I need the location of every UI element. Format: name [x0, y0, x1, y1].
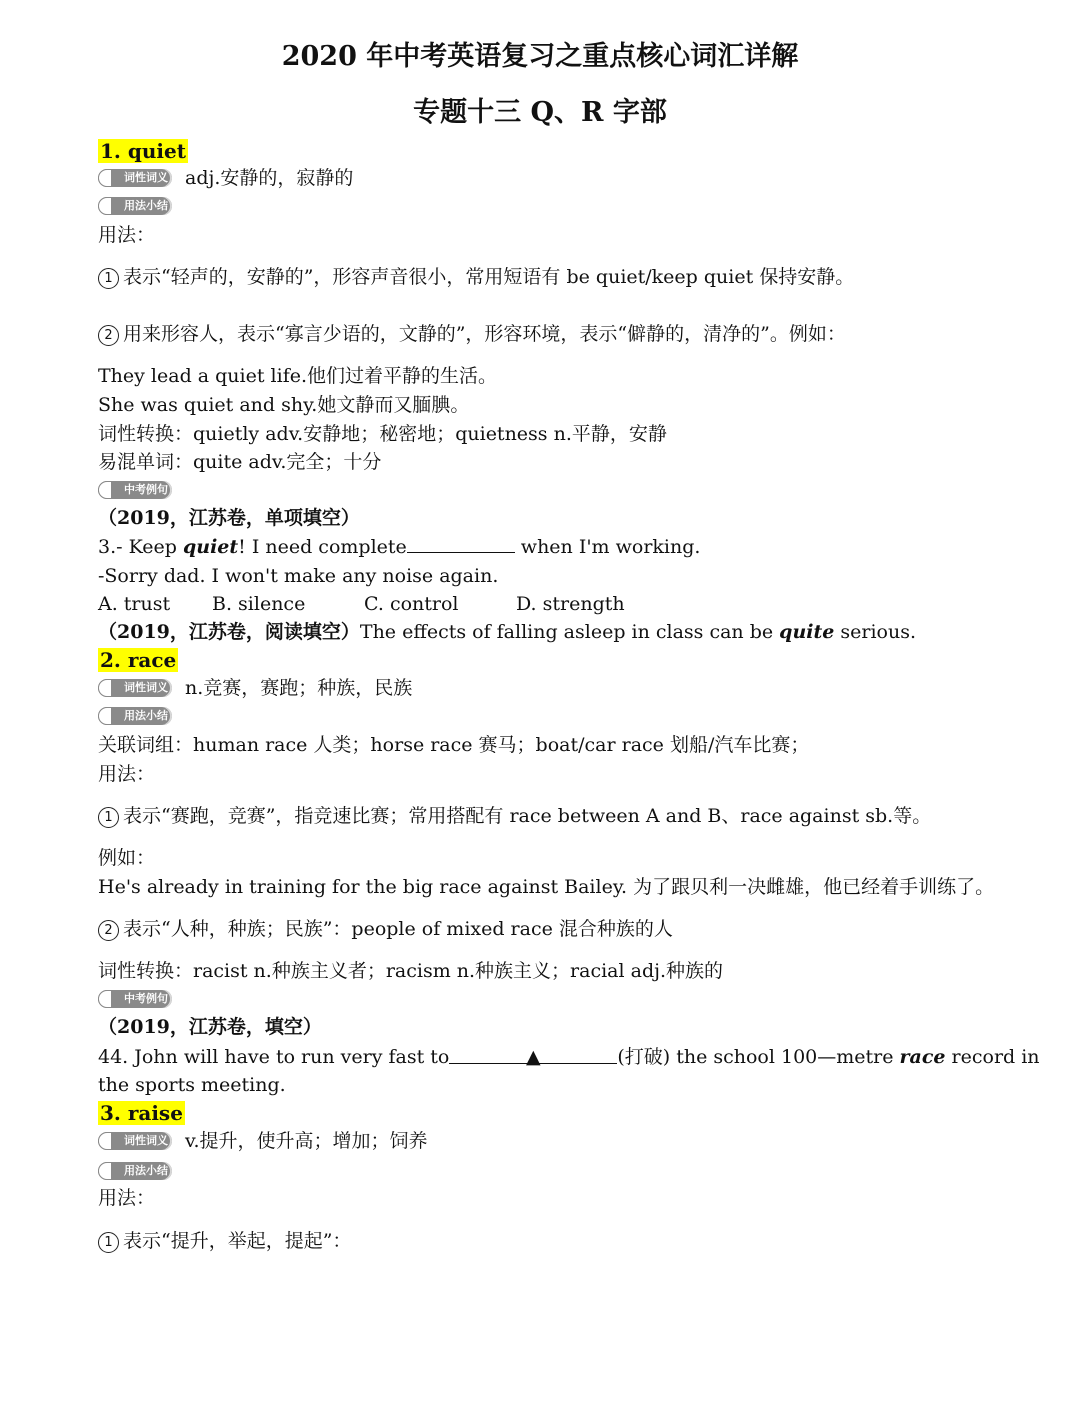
exam-reading-fill: （2019，江苏卷，阅读填空）The effects of falling asleep in class can be quite serious.	[98, 621, 917, 643]
pos-meaning-tag: 词性词义	[98, 1132, 172, 1150]
example-sentence: They lead a quiet life.他们过着平静的生活。	[98, 365, 498, 387]
page-title: 2020 年中考英语复习之重点核心词汇详解	[281, 41, 799, 72]
definition-quiet: adj.安静的，寂静的	[185, 167, 354, 189]
usage-label: 用法：	[98, 763, 156, 785]
definition-raise: v.提升，使升高；增加；饲养	[185, 1130, 428, 1152]
option-b: B. silence	[212, 593, 306, 615]
circled-number-icon: 1	[98, 1232, 119, 1253]
exam-question: 3.- Keep quiet! I need complete when I'm working.	[98, 536, 701, 558]
exam-source: （2019，江苏卷，填空）	[98, 1016, 322, 1038]
option-c: C. control	[364, 593, 459, 615]
usage-item-1: 1 表示“轻声的，安静的”，形容声音很小，常用短语有 be quiet/keep quiet 保持安静。	[98, 265, 854, 289]
word-conversion: 词性转换：quietly adv.安静地；秘密地；quietness n.平静，安静	[98, 423, 667, 445]
answer-options	[98, 592, 625, 616]
usage-item-1: 1 表示“提升，举起，提起”：	[98, 1229, 351, 1253]
usage-label: 用法：	[98, 224, 156, 246]
circled-number-icon: 2	[98, 920, 119, 941]
usage-item-2: 2 用来形容人，表示“寡言少语的，文静的”，形容环境，表示“僻静的，清净的”。例如：	[98, 322, 846, 346]
example-sentence: He's already in training for the big race against Bailey. 为了跟贝利一决雌雄，他已经着手训练了。	[98, 876, 995, 898]
example-sentence: She was quiet and shy.她文静而又腼腆。	[98, 394, 470, 416]
usage-summary-tag: 用法小结	[98, 197, 172, 215]
exam-example-tag: 中考例句	[98, 990, 172, 1008]
triangle-marker-icon: ▲	[526, 1046, 541, 1068]
usage-label: 用法：	[98, 1187, 156, 1209]
usage-item-1: 1 表示“赛跑，竞赛”，指竞速比赛；常用搭配有 race between A and B、race against sb.等。	[98, 804, 931, 828]
exam-example-tag: 中考例句	[98, 481, 172, 499]
word-conversion: 词性转换：racist n.种族主义者；racism n.种族主义；racial adj.种族的	[98, 960, 724, 982]
circled-number-icon: 1	[98, 268, 119, 289]
answer-blank	[449, 1045, 617, 1068]
exam-reply: -Sorry dad. I won't make any noise again.	[98, 565, 499, 587]
circled-number-icon: 2	[98, 325, 119, 346]
usage-summary-tag: 用法小结	[98, 1162, 172, 1180]
circled-number-icon: 1	[98, 807, 119, 828]
page-subtitle: 专题十三 Q、R 字部	[413, 97, 667, 128]
example-label: 例如：	[98, 847, 156, 869]
entry-heading-quiet: 1. quiet	[100, 139, 186, 163]
answer-blank	[407, 536, 515, 553]
confusable-word: 易混单词：quite adv.完全；十分	[98, 451, 382, 473]
related-phrases: 关联词组：human race 人类；horse race 赛马；boat/car race 划船/汽车比赛；	[98, 734, 810, 756]
pos-meaning-tag: 词性词义	[98, 679, 172, 697]
exam-question-cont: the sports meeting.	[98, 1074, 286, 1096]
definition-race: n.竞赛，赛跑；种族，民族	[185, 677, 413, 699]
exam-question: 44. John will have to run very fast to ▲ (打破) the school 100—metre race record in	[98, 1046, 1040, 1068]
option-d: D. strength	[516, 593, 625, 615]
exam-source: （2019，江苏卷，单项填空）	[98, 507, 360, 529]
entry-heading-race: 2. race	[100, 648, 177, 672]
usage-item-2: 2 表示“人种，种族；民族”：people of mixed race 混合种族的人	[98, 917, 673, 941]
pos-meaning-tag: 词性词义	[98, 169, 172, 187]
entry-heading-raise: 3. raise	[100, 1101, 183, 1125]
option-a: A. trust	[98, 593, 171, 615]
usage-summary-tag: 用法小结	[98, 707, 172, 725]
